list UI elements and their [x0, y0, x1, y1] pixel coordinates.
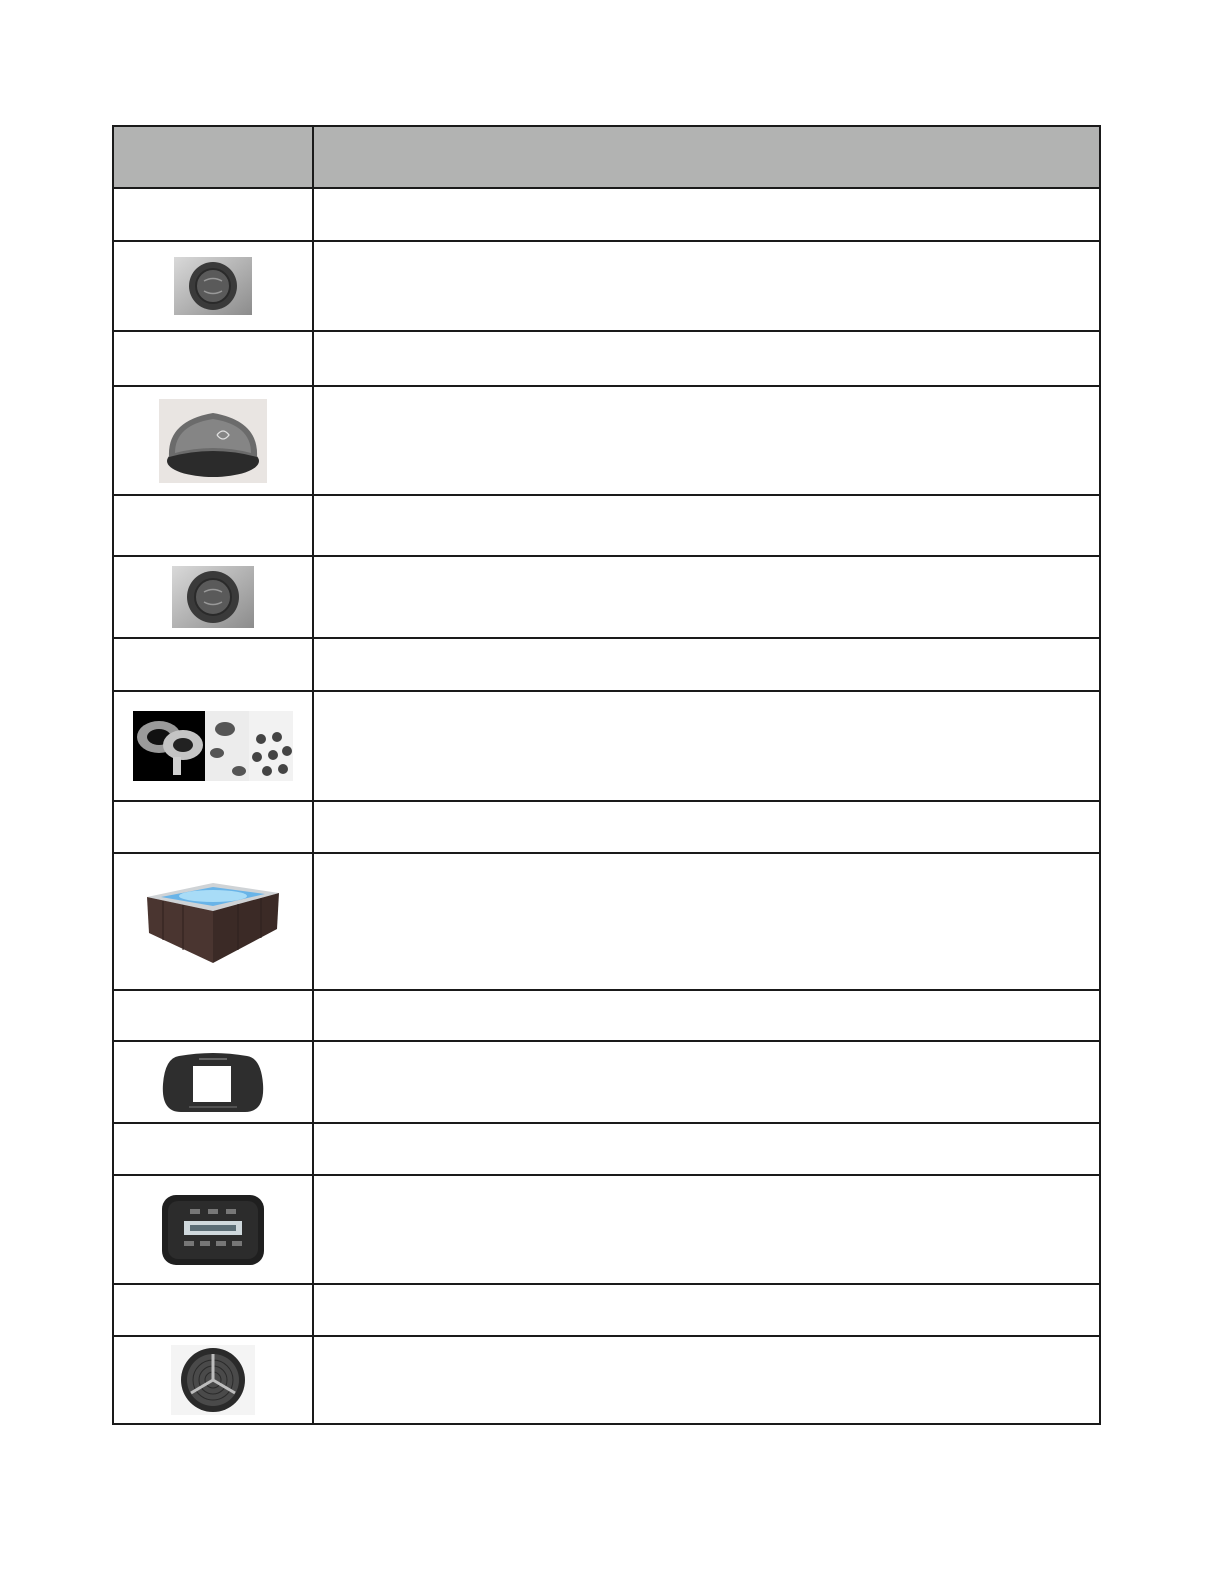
- cell-text: [114, 1007, 124, 1024]
- air-control-knob-icon: [174, 257, 252, 315]
- cell-text: [114, 206, 124, 223]
- label-cell: [113, 990, 313, 1041]
- label-cell: [113, 188, 313, 241]
- cell-text: [314, 517, 324, 534]
- table-row: [113, 495, 1100, 556]
- header-text-1: [114, 148, 124, 165]
- image-cell: [113, 1041, 313, 1123]
- description-cell: [313, 1041, 1100, 1123]
- air-control-knob-icon: [172, 566, 254, 628]
- description-cell: [313, 1175, 1100, 1284]
- description-cell: [313, 691, 1100, 801]
- description-cell: [313, 386, 1100, 495]
- table-row: [113, 990, 1100, 1041]
- hot-tub-icon: [143, 877, 283, 967]
- image-cell: [113, 1336, 313, 1424]
- image-cell: [113, 853, 313, 990]
- description-cell: [313, 638, 1100, 691]
- drain-cover-icon: [171, 1345, 255, 1415]
- image-cell: [113, 691, 313, 801]
- header-text-2: [314, 148, 324, 165]
- cell-text: [314, 818, 324, 835]
- cell-text: [314, 1073, 324, 1090]
- table-row: [113, 556, 1100, 638]
- label-cell: [113, 495, 313, 556]
- table-row: [113, 331, 1100, 386]
- cell-text: [314, 206, 324, 223]
- table-row: [113, 1336, 1100, 1424]
- cell-text: [314, 1371, 324, 1388]
- table-row: [113, 638, 1100, 691]
- description-cell: [313, 331, 1100, 386]
- description-cell: [313, 1123, 1100, 1175]
- cell-text: [314, 277, 324, 294]
- label-cell: [113, 638, 313, 691]
- table-row: [113, 386, 1100, 495]
- cell-text: [314, 737, 324, 754]
- diverter-valve-cap-icon: [159, 399, 267, 483]
- cell-text: [314, 913, 324, 930]
- table-row: [113, 1284, 1100, 1336]
- label-cell: [113, 331, 313, 386]
- spa-jets-icon: [133, 711, 293, 781]
- table-row: [113, 691, 1100, 801]
- description-cell: [313, 990, 1100, 1041]
- description-cell: [313, 556, 1100, 638]
- cell-text: [114, 818, 124, 835]
- stereo-receiver-icon: [160, 1193, 266, 1267]
- description-cell: [313, 1284, 1100, 1336]
- spec-table: [112, 125, 1101, 1425]
- cell-text: [314, 1140, 324, 1157]
- cell-text: [314, 350, 324, 367]
- table-row: [113, 801, 1100, 853]
- table-header-row: [113, 126, 1100, 188]
- cell-text: [114, 1140, 124, 1157]
- cell-text: [114, 656, 124, 673]
- description-cell: [313, 1336, 1100, 1424]
- cell-text: [114, 1301, 124, 1318]
- table-row: [113, 1041, 1100, 1123]
- image-cell: [113, 241, 313, 331]
- image-cell: [113, 386, 313, 495]
- cell-text: [114, 517, 124, 534]
- cell-text: [314, 1007, 324, 1024]
- description-cell: [313, 188, 1100, 241]
- cell-text: [314, 588, 324, 605]
- cell-text: [314, 656, 324, 673]
- image-cell: [113, 556, 313, 638]
- label-cell: [113, 801, 313, 853]
- cell-text: [314, 1301, 324, 1318]
- header-cell-1: [113, 126, 313, 188]
- image-cell: [113, 1175, 313, 1284]
- table-row: [113, 1175, 1100, 1284]
- control-panel-overlay-icon: [161, 1050, 265, 1114]
- label-cell: [113, 1123, 313, 1175]
- cell-text: [114, 350, 124, 367]
- description-cell: [313, 241, 1100, 331]
- table-row: [113, 853, 1100, 990]
- cell-text: [314, 1221, 324, 1238]
- header-cell-2: [313, 126, 1100, 188]
- table-row: [113, 1123, 1100, 1175]
- description-cell: [313, 801, 1100, 853]
- description-cell: [313, 853, 1100, 990]
- description-cell: [313, 495, 1100, 556]
- table-row: [113, 241, 1100, 331]
- label-cell: [113, 1284, 313, 1336]
- cell-text: [314, 432, 324, 449]
- table-row: [113, 188, 1100, 241]
